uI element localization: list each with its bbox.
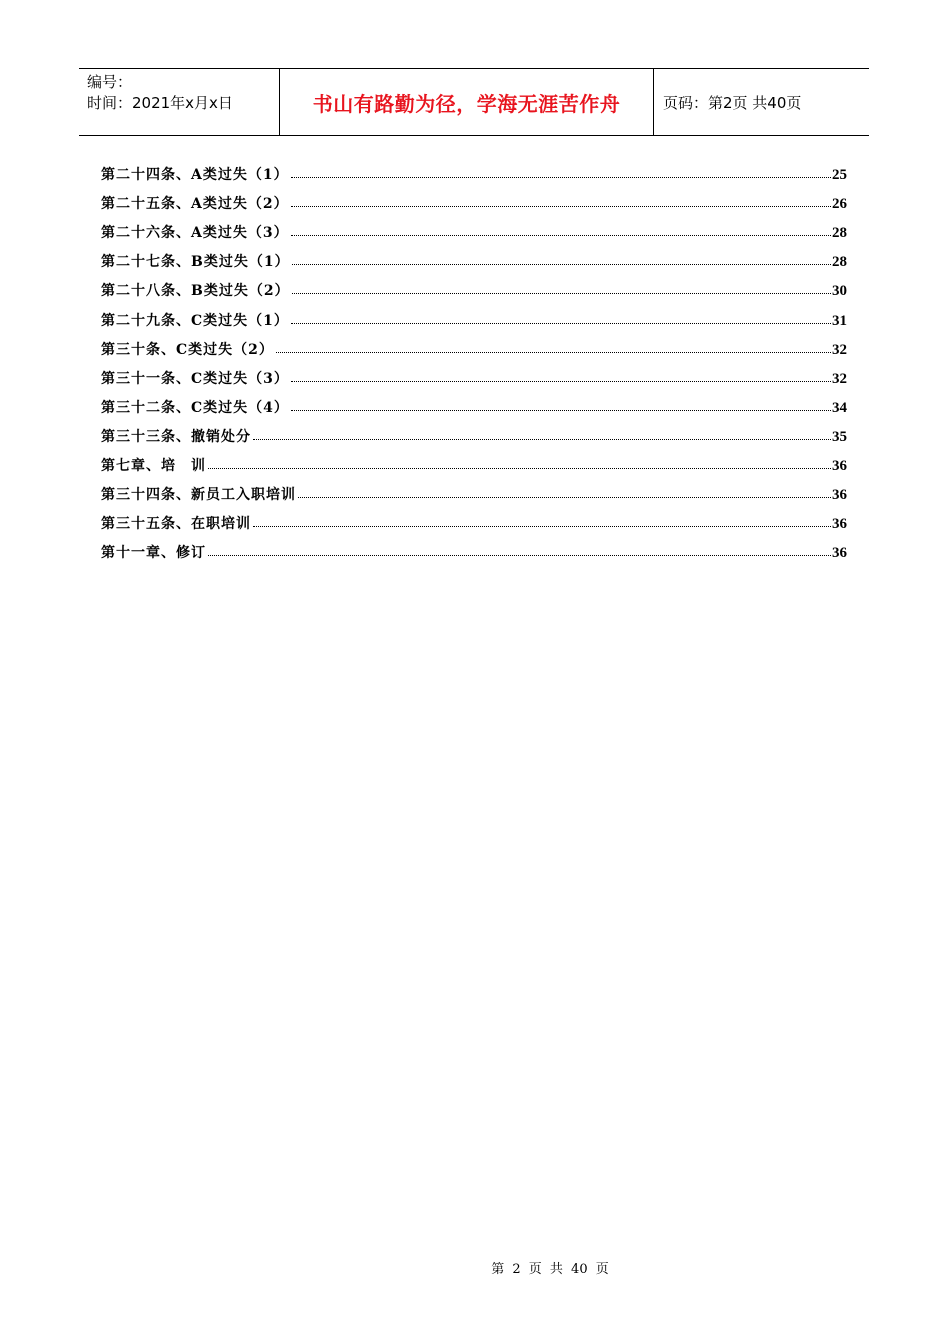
toc-dot-leader [292, 293, 831, 294]
toc-entry-page-number: 35 [832, 428, 847, 445]
toc-dot-leader [298, 497, 831, 498]
toc-entry-page-number: 36 [832, 516, 847, 533]
toc-entry-title: 第二十九条、C类过失（1） [101, 312, 289, 329]
toc-entry-page-number: 36 [832, 487, 847, 504]
toc-entry[interactable] [101, 475, 847, 504]
toc-entry[interactable] [101, 242, 847, 271]
toc-entry-page-number: 34 [832, 399, 847, 416]
page-footer: 第 2 页 共 40 页 [491, 1262, 609, 1277]
toc-entry-title: 第十一章、修订 [101, 545, 206, 562]
toc-entry-page-number: 25 [832, 167, 847, 184]
toc-entry-title: 第三十一条、C类过失（3） [101, 370, 289, 387]
toc-entry[interactable] [101, 388, 847, 417]
toc-entry[interactable] [101, 155, 847, 184]
toc-dot-leader [291, 177, 831, 178]
toc-entry[interactable] [101, 271, 847, 300]
toc-dot-leader [291, 235, 831, 236]
toc-dot-leader [208, 468, 831, 469]
document-number-label: 编号： [87, 73, 133, 91]
toc-entry[interactable] [101, 300, 847, 329]
header-motto-cell [280, 69, 654, 135]
header-meta [79, 69, 280, 135]
toc-dot-leader [291, 410, 831, 411]
toc-entry-title: 第三十四条、新员工入职培训 [101, 487, 296, 504]
toc-entry-page-number: 32 [832, 370, 847, 387]
toc-dot-leader [291, 323, 831, 324]
toc-entry-page-number: 36 [832, 545, 847, 562]
toc-entry-page-number: 28 [832, 225, 847, 242]
toc-entry-page-number: 32 [832, 341, 847, 358]
document-time-label: 时间：2021年x月x日 [87, 94, 233, 112]
toc-dot-leader [208, 555, 831, 556]
toc-entry-page-number: 26 [832, 196, 847, 213]
toc-entry-title: 第三十二条、C类过失（4） [101, 399, 289, 416]
toc-dot-leader [291, 206, 831, 207]
toc-entry-title: 第二十七条、B类过失（1） [101, 254, 290, 271]
toc-dot-leader [291, 381, 831, 382]
toc-entry-title: 第三十五条、在职培训 [101, 516, 251, 533]
toc-entry[interactable] [101, 504, 847, 533]
toc-entry[interactable] [101, 446, 847, 475]
toc-dot-leader [276, 352, 831, 353]
toc-entry[interactable] [101, 359, 847, 388]
toc-entry[interactable] [101, 213, 847, 242]
header-motto: 书山有路勤为径，学海无涯苦作舟 [312, 91, 621, 116]
toc-entry-title: 第七章、培 训 [101, 458, 206, 475]
toc-dot-leader [253, 526, 831, 527]
toc-entry-page-number: 31 [832, 312, 847, 329]
toc-entry-title: 第二十六条、A类过失（3） [101, 225, 289, 242]
page-header [79, 68, 869, 136]
toc-entry-title: 第二十五条、A类过失（2） [101, 196, 289, 213]
toc-entry-title: 第三十条、C类过失（2） [101, 341, 274, 358]
header-page-info: 页码：第2页 共40页 [663, 93, 802, 112]
toc-entry-title: 第二十八条、B类过失（2） [101, 283, 290, 300]
toc-entry-title: 第二十四条、A类过失（1） [101, 167, 289, 184]
toc-entry-title: 第三十三条、撤销处分 [101, 428, 251, 445]
toc-entry[interactable] [101, 533, 847, 562]
toc-entry[interactable] [101, 330, 847, 359]
toc-entry[interactable] [101, 417, 847, 446]
toc-entry-page-number: 30 [832, 283, 847, 300]
toc-entry-page-number: 28 [832, 254, 847, 271]
toc-dot-leader [253, 439, 831, 440]
toc-dot-leader [292, 264, 831, 265]
toc-entry[interactable] [101, 184, 847, 213]
table-of-contents [101, 155, 847, 562]
header-page-info-cell [654, 69, 869, 135]
toc-entry-page-number: 36 [832, 458, 847, 475]
